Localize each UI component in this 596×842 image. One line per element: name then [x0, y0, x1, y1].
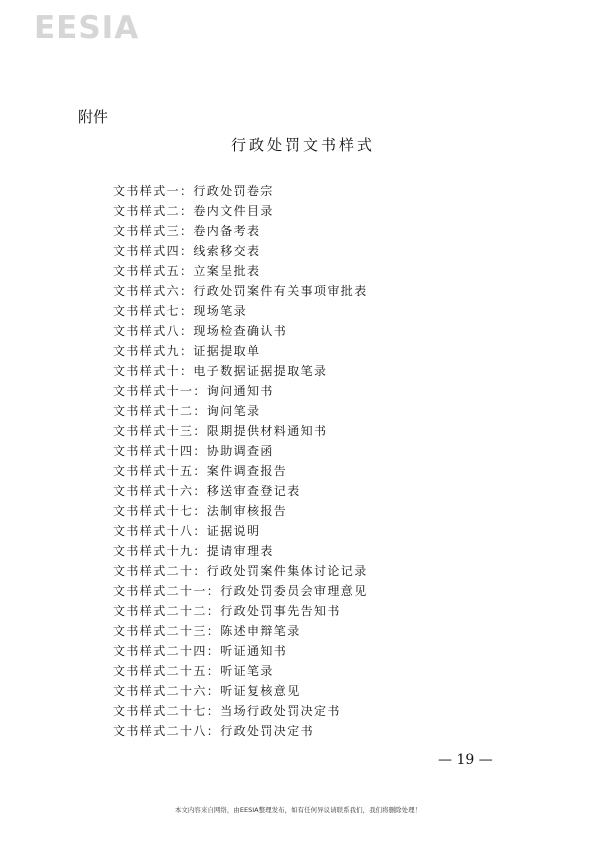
- list-item: 文书样式二十：行政处罚案件集体讨论记录: [113, 564, 368, 578]
- list-item: 文书样式十一：询问通知书: [113, 384, 274, 398]
- document-style-list: [113, 181, 368, 741]
- list-item: 文书样式二十一：行政处罚委员会审理意见: [113, 584, 368, 598]
- list-item: 文书样式二十七：当场行政处罚决定书: [113, 704, 341, 718]
- list-item: 文书样式二十二：行政处罚事先告知书: [113, 604, 341, 618]
- list-item: 文书样式四：线索移交表: [113, 244, 261, 258]
- list-item: 文书样式二：卷内文件目录: [113, 204, 274, 218]
- eesia-watermark-logo: EESIA: [34, 10, 140, 46]
- list-item: 文书样式六：行政处罚案件有关事项审批表: [113, 284, 368, 298]
- attachment-label: 附件: [78, 108, 109, 126]
- list-item: 文书样式三：卷内备考表: [113, 224, 261, 238]
- list-item: 文书样式十九：提请审理表: [113, 544, 274, 558]
- list-item: 文书样式七：现场笔录: [113, 304, 248, 318]
- list-item: 文书样式十四：协助调查函: [113, 444, 274, 458]
- list-item: 文书样式十六：移送审查登记表: [113, 484, 301, 498]
- document-title: 行政处罚文书样式: [230, 136, 375, 154]
- list-item: 文书样式二十五：听证笔录: [113, 664, 274, 678]
- list-item: 文书样式十七：法制审核报告: [113, 504, 288, 518]
- list-item: 文书样式一：行政处罚卷宗: [113, 184, 274, 198]
- list-item: 文书样式九：证据提取单: [113, 344, 261, 358]
- list-item: 文书样式二十八：行政处罚决定书: [113, 724, 315, 738]
- list-item: 文书样式八：现场检查确认书: [113, 324, 288, 338]
- list-item: 文书样式十八：证据说明: [113, 524, 261, 538]
- list-item: 文书样式十二：询问笔录: [113, 404, 261, 418]
- list-item: 文书样式二十三：陈述申辩笔录: [113, 624, 301, 638]
- list-item: 文书样式十五：案件调查报告: [113, 464, 288, 478]
- list-item: 文书样式二十六：听证复核意见: [113, 684, 301, 698]
- list-item: 文书样式五：立案呈批表: [113, 264, 261, 278]
- page-number: — 19 —: [438, 752, 493, 768]
- list-item: 文书样式二十四：听证通知书: [113, 644, 288, 658]
- footer-disclaimer: 本文内容来自网络，由EESIA整理发布，如有任何异议请联系我们，我们将删除处理！: [174, 806, 422, 814]
- list-item: 文书样式十：电子数据证据提取笔录: [113, 364, 328, 378]
- list-item: 文书样式十三：限期提供材料通知书: [113, 424, 328, 438]
